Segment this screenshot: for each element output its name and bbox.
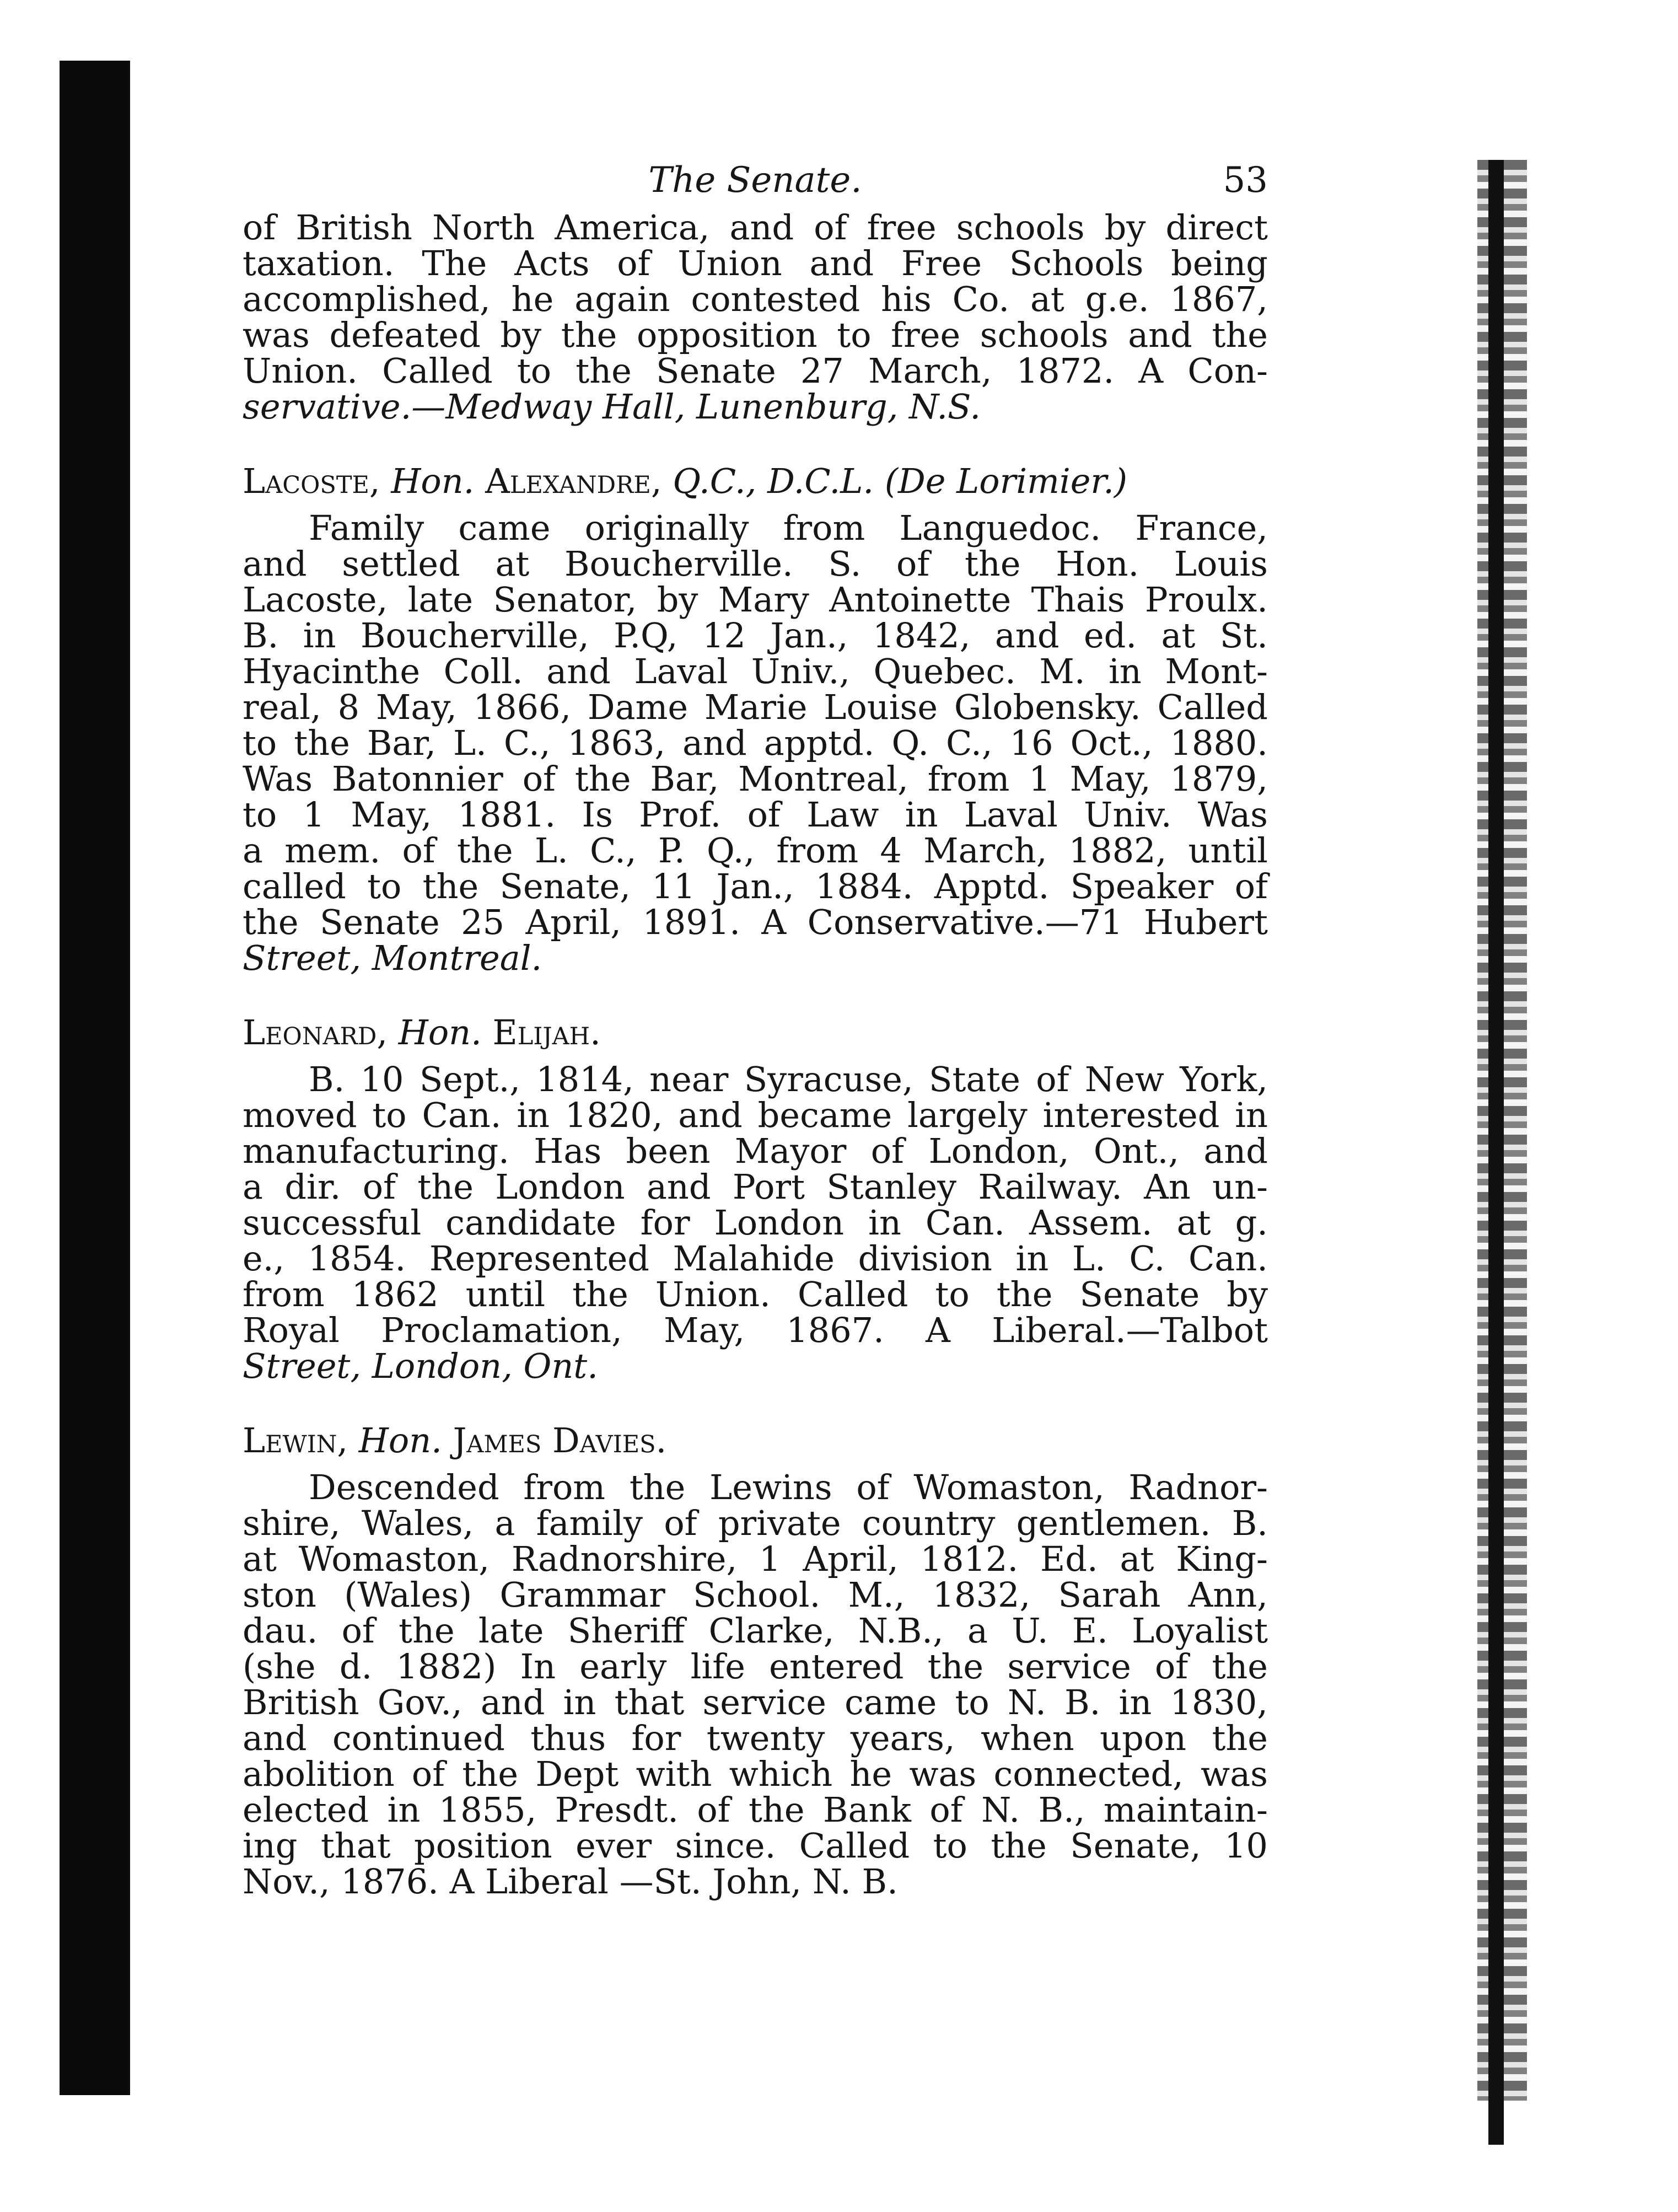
text-line: Street, Montreal.	[243, 938, 542, 978]
entry-body-leonard	[243, 1061, 1268, 1384]
text-line: Family came originally from Languedoc. France,	[309, 508, 1268, 548]
running-title: The Senate.	[648, 160, 862, 201]
text-line: taxation. The Acts of Union and Free Schools being	[243, 243, 1268, 283]
text-line: Nov., 1876. A Liberal —St. John, N. B.	[243, 1861, 898, 1902]
district: (De Lorimier.)	[884, 461, 1128, 501]
text-line: and continued thus for twenty years, when upon the	[243, 1718, 1268, 1758]
text-line: British Gov., and in that service came to N. B. in 1830,	[243, 1682, 1268, 1722]
surname: Lewin,	[243, 1420, 348, 1461]
text-line: Descended from the Lewins of Womaston, Radnor-	[309, 1467, 1268, 1507]
text-line: ing that position ever since. Called to the Senate, 10	[243, 1826, 1268, 1866]
text-line: (she d. 1882) In early life entered the service of the	[243, 1646, 1268, 1687]
given-name: Elijah.	[492, 1012, 601, 1053]
text-line: Street, London, Ont.	[243, 1346, 598, 1386]
page-number: 53	[1223, 160, 1268, 201]
text-line: shire, Wales, a family of private country gentlemen. B.	[243, 1503, 1268, 1543]
entry-heading-lewin	[243, 1420, 1268, 1461]
text-line: manufacturing. Has been Mayor of London, Ont., and	[243, 1131, 1268, 1171]
text-line: real, 8 May, 1866, Dame Marie Louise Globensky. Called	[243, 687, 1268, 727]
text-line: Union. Called to the Senate 27 March, 1872. A Con-	[243, 351, 1268, 391]
given-name: Alexandre,	[485, 461, 662, 501]
text-line: moved to Can. in 1820, and became largely interested in	[243, 1095, 1268, 1135]
entry-heading-lacoste	[243, 463, 1268, 499]
text-line: from 1862 until the Union. Called to the Senate by	[243, 1274, 1268, 1314]
honours: Q.C., D.C.L.	[673, 461, 874, 501]
surname: Lacoste,	[243, 461, 380, 501]
text-line: dau. of the late Sheriff Clarke, N.B., a U. E. Loyalist	[243, 1610, 1268, 1651]
scan-margin-bar	[60, 61, 130, 2095]
text-line: B. in Boucherville, P.Q, 12 Jan., 1842, and ed. at St.	[243, 615, 1268, 656]
text-line: e., 1854. Represented Malahide division in L. C. Can.	[243, 1238, 1268, 1279]
text-line: servative.—Medway Hall, Lunenburg, N.S.	[243, 386, 981, 427]
text-line: at Womaston, Radnorshire, 1 April, 1812. Ed. at King-	[243, 1539, 1268, 1579]
text-line: and settled at Boucherville. S. of the Hon. Louis	[243, 544, 1268, 584]
text-line: called to the Senate, 11 Jan., 1884. Apptd. Speaker of	[243, 866, 1268, 906]
text-line: elected in 1855, Presdt. of the Bank of N. B., maintain-	[243, 1790, 1268, 1830]
entry-continuation	[243, 207, 1268, 427]
text-line: abolition of the Dept with which he was connected, was	[243, 1754, 1268, 1794]
text-line: a dir. of the London and Port Stanley Railway. An un-	[243, 1167, 1268, 1207]
text-line: Was Batonnier of the Bar, Montreal, from 1 May, 1879,	[243, 759, 1268, 799]
text-line: a mem. of the L. C., P. Q., from 4 March, 1882, until	[243, 830, 1268, 871]
text-line: of British North America, and of free schools by direct	[243, 207, 1268, 248]
text-line: Royal Proclamation, May, 1867. A Liberal.—Talbot	[243, 1310, 1268, 1350]
text-line: ston (Wales) Grammar School. M., 1832, Sarah Ann,	[243, 1575, 1268, 1615]
honorific: Hon.	[398, 1012, 482, 1053]
text-line: successful candidate for London in Can. Assem. at g.	[243, 1202, 1268, 1243]
text-line: Lacoste, late Senator, by Mary Antoinette Thais Proulx.	[243, 579, 1268, 620]
running-head	[243, 160, 1268, 210]
text-line: the Senate 25 April, 1891. A Conservative.—71 Hubert	[243, 902, 1268, 942]
given-name: James Davies.	[453, 1420, 667, 1461]
entry-heading-leonard	[243, 1012, 1268, 1053]
text-line: Hyacinthe Coll. and Laval Univ., Quebec. M. in Mont-	[243, 651, 1268, 691]
text-line: was defeated by the opposition to free schools and the	[243, 315, 1268, 355]
scan-binding-spine	[1488, 160, 1504, 2145]
text-line: accomplished, he again contested his Co. at g.e. 1867,	[243, 279, 1268, 319]
page	[243, 160, 1268, 1902]
entry-body-lacoste	[243, 510, 1268, 976]
surname: Leonard,	[243, 1012, 388, 1053]
text-line: to 1 May, 1881. Is Prof. of Law in Laval Univ. Was	[243, 794, 1268, 835]
honorific: Hon.	[391, 461, 475, 501]
text-line: to the Bar, L. C., 1863, and apptd. Q. C., 16 Oct., 1880.	[243, 723, 1268, 763]
honorific: Hon.	[358, 1420, 442, 1461]
entry-body-lewin	[243, 1467, 1268, 1902]
text-line: B. 10 Sept., 1814, near Syracuse, State of New York,	[309, 1059, 1268, 1099]
